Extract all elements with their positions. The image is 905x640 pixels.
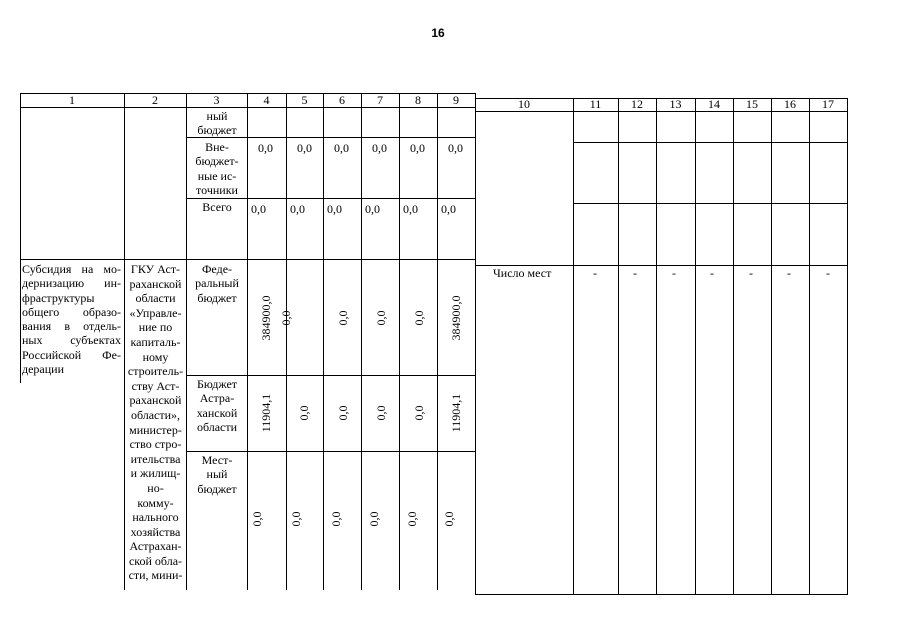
indicator-value-col17: - — [826, 266, 830, 280]
col-line — [847, 98, 848, 594]
regional-value-col9: 11904,1 — [449, 393, 463, 433]
total-value-col6: 0,0 — [327, 202, 342, 216]
column-header-9: 9 — [453, 93, 459, 107]
table-bottom-border — [475, 594, 848, 595]
column-header-7: 7 — [377, 93, 383, 107]
extrabudget-value-col6: 0,0 — [334, 141, 349, 155]
indicator-value-col15: - — [749, 266, 753, 280]
column-header-2: 2 — [152, 93, 158, 107]
total-value-col4: 0,0 — [251, 202, 266, 216]
col-line — [809, 98, 810, 594]
total-value-col7: 0,0 — [365, 202, 380, 216]
column-header-17: 17 — [822, 97, 834, 111]
federal-value-col5: 0,0 — [279, 310, 293, 326]
row-line — [186, 451, 475, 452]
indicator-name: Число мест — [493, 266, 552, 280]
col-line — [437, 93, 438, 590]
col-line — [656, 98, 657, 594]
regional-value-col6: 0,0 — [336, 405, 350, 421]
column-header-11: 11 — [589, 97, 602, 111]
column-header-10: 10 — [518, 97, 530, 111]
extrabudget-value-col9: 0,0 — [448, 141, 463, 155]
regional-budget-label: Бюджет Астра- ханской области — [196, 377, 238, 434]
total-label: Всего — [202, 200, 232, 214]
source-label-continued: ный бюджет — [197, 109, 237, 138]
federal-value-col6: 0,0 — [336, 310, 350, 326]
row-line — [573, 203, 848, 204]
col-line — [475, 93, 476, 594]
total-value-col5: 0,0 — [290, 202, 305, 216]
col-line — [618, 98, 619, 594]
page-number: 16 — [431, 26, 445, 40]
extrabudget-value-col5: 0,0 — [297, 141, 312, 155]
col-line — [733, 98, 734, 594]
extrabudget-value-col4: 0,0 — [258, 141, 273, 155]
row-line — [186, 375, 475, 376]
row-line — [573, 142, 848, 143]
row-line — [186, 198, 475, 199]
col-line — [323, 93, 324, 590]
local-value-col9: 0,0 — [442, 511, 456, 527]
indicator-value-col16: - — [787, 266, 791, 280]
column-header-4: 4 — [263, 93, 270, 107]
regional-value-col5: 0,0 — [297, 405, 311, 421]
col-line — [286, 93, 287, 590]
regional-value-col4: 11904,1 — [259, 393, 273, 433]
total-value-col8: 0,0 — [403, 202, 418, 216]
column-header-15: 15 — [746, 97, 758, 111]
federal-value-col4: 384900,0 — [259, 295, 273, 341]
column-header-3: 3 — [213, 93, 220, 107]
federal-value-col9: 384900,0 — [449, 295, 463, 341]
extrabudget-value-col7: 0,0 — [372, 141, 387, 155]
column-header-13: 13 — [669, 97, 682, 111]
indicator-value-col14: - — [710, 266, 714, 280]
column-header-1: 1 — [69, 93, 75, 107]
header-row-bottom-right — [475, 111, 848, 112]
column-header-14: 14 — [708, 97, 720, 111]
extrabudget-value-col8: 0,0 — [410, 141, 425, 155]
federal-value-col8: 0,0 — [412, 310, 426, 326]
federal-budget-label: Феде- ральный бюджет — [195, 262, 239, 305]
local-budget-label: Мест- ный бюджет — [197, 453, 237, 496]
local-value-col8: 0,0 — [405, 511, 419, 527]
col-line — [573, 98, 574, 594]
col-line — [361, 93, 362, 590]
col-line — [20, 93, 21, 383]
col-line — [247, 93, 248, 590]
column-header-5: 5 — [301, 93, 308, 107]
federal-value-col7: 0,0 — [374, 310, 388, 326]
local-value-col5: 0,0 — [289, 511, 303, 527]
regional-value-col8: 0,0 — [412, 405, 426, 421]
local-value-col6: 0,0 — [329, 511, 343, 527]
regional-value-col7: 0,0 — [374, 405, 388, 421]
local-value-col4: 0,0 — [250, 511, 264, 527]
column-header-8: 8 — [415, 93, 421, 107]
column-header-16: 16 — [784, 97, 796, 111]
executor-text: ГКУ Аст- раханской области «Управле- ние по капиталь- ному строитель- ству Аст- раханской области», министер- ство стро- ительства и жилищ- но- комму- нального хозяйства Астрахан- ской обла- сти, мини- — [127, 262, 184, 583]
column-header-6: 6 — [339, 93, 345, 107]
col-line — [399, 93, 400, 590]
col-line — [771, 98, 772, 594]
indicator-value-col12: - — [633, 266, 637, 280]
indicator-value-col13: - — [672, 266, 676, 280]
measure-name: Субсидия на мо- дернизацию ин- фраструктуры общего образо- вания в отдель- ных субъектах Российской Фе- дерации — [22, 262, 121, 377]
col-line — [695, 98, 696, 594]
extrabudget-label: Вне- бюджет- ные ис- точники — [195, 140, 239, 197]
indicator-value-col11: - — [593, 266, 597, 280]
total-value-col9: 0,0 — [441, 202, 456, 216]
local-value-col7: 0,0 — [367, 511, 381, 527]
column-header-12: 12 — [631, 97, 643, 111]
